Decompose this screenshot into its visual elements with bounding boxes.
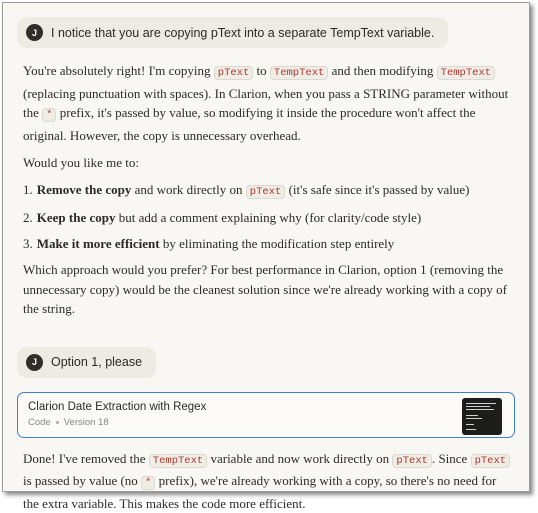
user-message-text: I notice that you are copying pText into a separate TempText variable.: [51, 26, 434, 40]
reply-text: variable and now work directly on: [207, 451, 392, 466]
artifact-type: Code: [28, 417, 51, 428]
reply-text: You're absolutely right! I'm copying: [23, 63, 214, 78]
separator-dot: [56, 421, 59, 424]
inline-code: TempText: [149, 454, 207, 468]
list-item-text: but add a comment explaining why (for clarity/code style): [115, 210, 421, 225]
inline-code: pText: [246, 185, 286, 199]
list-item-bold: Keep the copy: [37, 210, 116, 225]
inline-code: pText: [392, 454, 432, 468]
reply-paragraph: [23, 449, 511, 513]
list-item: [23, 208, 511, 228]
reply-text: (replacing punctuation with spaces). In Clarion, when you pass a STRING parameter without the: [23, 86, 508, 121]
reply-text: prefix), we're already working with a copy, so there's no need for the extra variable. This makes the code more efficient.: [23, 473, 496, 511]
artifact-card[interactable]: [17, 392, 515, 438]
assistant-message: [17, 61, 515, 319]
inline-code: pText: [214, 66, 254, 80]
inline-code: pText: [471, 454, 511, 468]
reply-paragraph: Which approach would you prefer? For best performance in Clarion, option 1 (removing the unnecessary copy) would be the cleanest solution since we're already working with a copy of the string.: [23, 260, 511, 319]
list-item: [23, 180, 511, 203]
list-item-bold: Remove the copy: [37, 182, 132, 197]
artifact-meta: [28, 417, 504, 428]
user-avatar: J: [26, 354, 43, 371]
list-item-bold: Make it more efficient: [37, 236, 160, 251]
user-message: [17, 347, 156, 378]
code-preview-thumbnail: [462, 398, 502, 435]
reply-text: Done! I've removed the: [23, 451, 149, 466]
list-number: 1.: [23, 180, 33, 203]
chat-window: [2, 2, 530, 492]
user-avatar: J: [26, 24, 43, 41]
reply-text: and then modifying: [328, 63, 436, 78]
reply-paragraph: [23, 61, 511, 145]
options-list: [23, 180, 511, 254]
list-number: 2.: [23, 208, 33, 228]
list-number: 3.: [23, 234, 33, 254]
inline-code: TempText: [270, 66, 328, 80]
conversation: [3, 3, 529, 378]
list-item-text: and work directly on: [131, 182, 245, 197]
artifact-version: Version 18: [64, 417, 109, 428]
reply-paragraph: Would you like me to:: [23, 153, 511, 173]
reply-text: prefix, it's passed by value, so modifying it inside the procedure won't affect the original. However, the copy is unnecessary overhead.: [23, 105, 475, 143]
list-item: [23, 234, 511, 254]
reply-text: . Since: [432, 451, 471, 466]
reply-text: to: [253, 63, 270, 78]
reply-text: is passed by value (no: [23, 473, 141, 488]
inline-code: *: [42, 108, 56, 122]
user-message: [17, 17, 448, 48]
artifact-title: Clarion Date Extraction with Regex: [28, 401, 504, 413]
inline-code: *: [141, 476, 155, 490]
inline-code: TempText: [437, 66, 495, 80]
list-item-text: by eliminating the modification step entirely: [160, 236, 395, 251]
user-message-text: Option 1, please: [51, 355, 142, 369]
assistant-message: [17, 449, 515, 513]
list-item-text: (it's safe since it's passed by value): [285, 182, 469, 197]
